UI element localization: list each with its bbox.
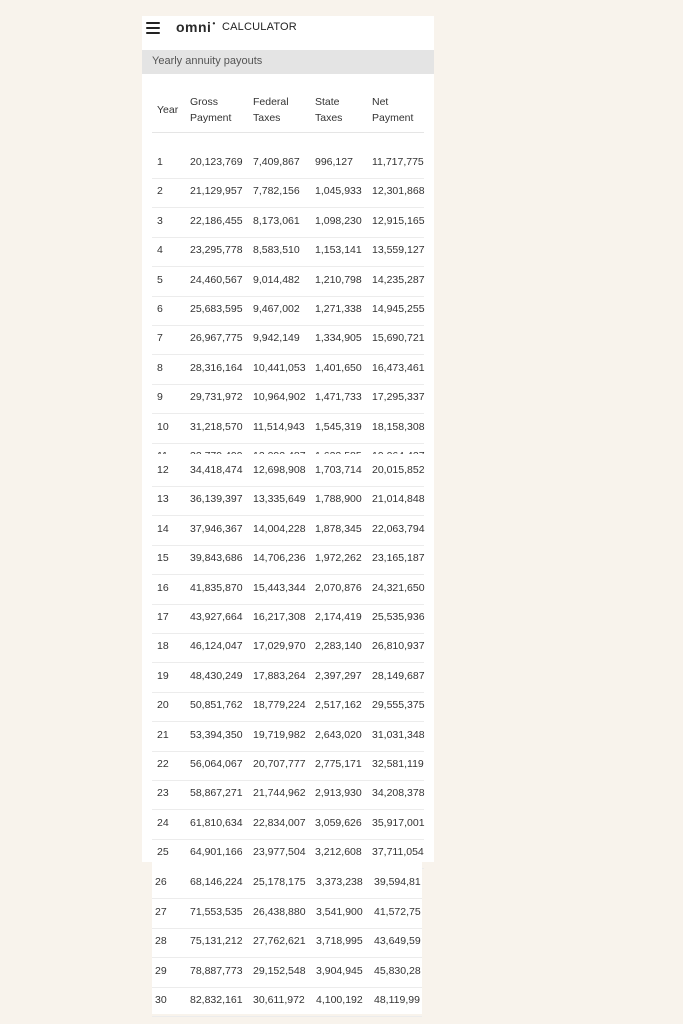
cell-year: 22 [157, 758, 169, 770]
cell-net: 45,830,28 [374, 964, 421, 977]
cell-federal: 13,335,649 [253, 493, 306, 506]
cell-gross: 29,731,972 [190, 391, 243, 404]
row-divider [152, 780, 424, 781]
cell-federal: 26,438,880 [253, 905, 306, 918]
cell-year: 16 [157, 581, 169, 594]
cell-net: 18,158,308 [372, 420, 425, 433]
cell-state: 3,541,900 [316, 905, 363, 918]
cell-state: 2,643,020 [315, 728, 362, 741]
cell-state: 3,718,995 [316, 935, 363, 948]
cell-net: 26,810,937 [372, 640, 425, 653]
cell-gross: 24,460,567 [190, 273, 243, 286]
cell-federal: 12,698,908 [253, 464, 306, 476]
cell-state: 3,212,608 [315, 846, 362, 859]
row-divider [152, 839, 424, 840]
cell-gross: 78,887,773 [190, 964, 243, 977]
cell-net: 20,015,852 [372, 464, 425, 476]
cell-federal: 8,583,510 [253, 244, 300, 257]
cell-state: 1,153,141 [315, 244, 362, 257]
cell-state: 2,397,297 [315, 669, 362, 682]
cell-state: 2,283,140 [315, 640, 362, 653]
cell-federal: 9,014,482 [253, 273, 300, 286]
cell-federal: 21,744,962 [253, 787, 306, 800]
cell-state: 2,517,162 [315, 699, 362, 712]
row-divider [152, 1016, 422, 1017]
cell-gross: 36,139,397 [190, 493, 243, 506]
row-divider [152, 633, 424, 634]
row-divider [152, 751, 424, 752]
hamburger-menu-icon[interactable] [146, 22, 160, 33]
cell-gross: 41,835,870 [190, 581, 243, 594]
row-divider [152, 957, 422, 958]
header-net-line1: Net [372, 96, 389, 108]
cell-federal: 10,441,053 [253, 361, 306, 374]
cell-state: 2,070,876 [315, 581, 362, 594]
row-divider [152, 987, 422, 988]
cell-federal: 23,977,504 [253, 846, 306, 859]
cell-year: 26 [155, 876, 167, 888]
cell-gross: 64,901,166 [190, 846, 243, 859]
cell-net: 37,711,054 [372, 846, 424, 859]
header-year: Year [157, 104, 179, 116]
cell-net: 32,581,119 [372, 758, 424, 770]
cell-gross: 50,851,762 [190, 699, 243, 712]
cell-gross: 56,064,067 [190, 758, 243, 770]
header-net-line2: Payment [372, 112, 414, 124]
cell-state: 1,401,650 [315, 361, 362, 374]
cell-year: 3 [157, 214, 163, 227]
cell-state: 1,210,798 [315, 273, 362, 286]
cell-federal: 17,029,970 [253, 640, 306, 653]
cell-net: 14,945,255 [372, 303, 425, 315]
cell-gross: 75,131,212 [190, 935, 243, 948]
cell-gross: 28,316,164 [190, 361, 243, 374]
cell-net: 11,717,775 [372, 156, 424, 168]
row-divider [152, 237, 424, 238]
cell-year: 29 [155, 964, 167, 977]
cell-year: 8 [157, 361, 163, 374]
cell-net: 21,014,848 [372, 493, 425, 506]
cell-year: 1 [157, 156, 163, 168]
cell-state: 1,703,714 [315, 464, 362, 476]
calculator-panel-bottom [152, 862, 422, 1014]
row-divider [152, 604, 424, 605]
cell-federal: 10,964,902 [253, 391, 306, 404]
cell-net: 12,915,165 [372, 214, 425, 227]
cell-year: 25 [157, 846, 169, 859]
cell-gross: 61,810,634 [190, 816, 243, 829]
cell-federal: 7,409,867 [253, 156, 300, 168]
cell-net: 31,031,348 [372, 728, 425, 741]
cell-gross: 21,129,957 [190, 185, 243, 198]
cell-state: 3,373,238 [316, 876, 363, 888]
header-federal-line2: Taxes [253, 112, 281, 124]
cell-state: 1,045,933 [315, 185, 362, 198]
header-state-line2: Taxes [315, 112, 343, 124]
cell-year: 4 [157, 244, 163, 257]
cell-state: 1,878,345 [315, 522, 362, 535]
row-divider [152, 574, 424, 575]
cell-year: 15 [157, 552, 169, 565]
cell-federal: 18,779,224 [253, 699, 306, 712]
cell-gross: 37,946,367 [190, 522, 243, 535]
row-divider [152, 384, 424, 385]
cell-gross: 34,418,474 [190, 464, 243, 476]
row-divider [152, 898, 422, 899]
cell-net: 16,473,461 [372, 361, 425, 374]
cell-net: 43,649,59 [374, 935, 421, 948]
cell-year: 10 [157, 420, 169, 433]
cell-net: 29,555,375 [372, 699, 425, 712]
cell-state: 1,334,905 [315, 332, 362, 345]
cell-year: 20 [157, 699, 169, 712]
cell-state: 1,972,262 [315, 552, 362, 565]
section-header [142, 50, 434, 74]
cell-year: 18 [157, 640, 169, 653]
app-header [142, 16, 434, 50]
row-divider [152, 443, 424, 444]
cell-state: 4,100,192 [316, 994, 363, 1007]
cell-federal: 16,217,308 [253, 611, 306, 623]
cell-federal: 7,782,156 [253, 185, 300, 198]
row-divider [152, 207, 424, 208]
row-divider [152, 721, 424, 722]
cell-state: 1,545,319 [315, 420, 362, 433]
row-divider [152, 413, 424, 414]
omni-logo[interactable] [176, 19, 216, 35]
cell-federal: 25,178,175 [253, 876, 306, 888]
cell-federal: 14,706,236 [253, 552, 306, 565]
cell-net: 22,063,794 [372, 522, 425, 535]
row-divider [152, 266, 424, 267]
cell-state: 2,775,171 [315, 758, 362, 770]
cell-federal: 17,883,264 [253, 669, 306, 682]
cell-net: 35,917,001 [372, 816, 425, 829]
row-divider [152, 178, 424, 179]
cell-year: 27 [155, 905, 167, 918]
cell-net: 12,301,868 [372, 185, 425, 198]
cell-year: 14 [157, 522, 169, 535]
cell-net: 17,295,337 [372, 391, 425, 404]
cell-gross: 71,553,535 [190, 905, 243, 918]
cell-state: 2,174,419 [315, 611, 362, 623]
logo-mark: • [212, 19, 216, 28]
cell-net: 13,559,127 [372, 244, 425, 257]
logo-text: omni [176, 19, 212, 35]
cell-year: 13 [157, 493, 169, 506]
cell-year: 28 [155, 935, 167, 948]
cell-state: 996,127 [315, 156, 353, 168]
cell-federal: 20,707,777 [253, 758, 306, 770]
cell-gross: 43,927,664 [190, 611, 243, 623]
row-divider [152, 486, 424, 487]
cell-federal: 11,514,943 [253, 420, 305, 433]
cell-federal: 8,173,061 [253, 214, 300, 227]
header-gross-line1: Gross [190, 96, 219, 108]
cell-year: 30 [155, 994, 167, 1007]
cell-gross: 53,394,350 [190, 728, 243, 741]
cell-federal: 9,942,149 [253, 332, 300, 345]
cell-state: 1,098,230 [315, 214, 362, 227]
cell-gross: 58,867,271 [190, 787, 243, 800]
header-federal-line1: Federal [253, 96, 289, 108]
row-divider [152, 325, 424, 326]
row-divider [152, 515, 424, 516]
cell-net: 25,535,936 [372, 611, 425, 623]
section-title: Yearly annuity payouts [152, 55, 263, 67]
row-divider [152, 296, 424, 297]
cell-federal: 19,719,982 [253, 728, 306, 741]
cell-year: 2 [157, 185, 163, 198]
row-divider [152, 545, 424, 546]
cell-year: 17 [157, 611, 169, 623]
row-divider [152, 809, 424, 810]
cell-year: 19 [157, 669, 169, 682]
cell-state: 1,471,733 [315, 391, 362, 404]
cell-state: 1,788,900 [315, 493, 362, 506]
cell-net: 39,594,81 [374, 876, 421, 888]
cell-federal: 30,611,972 [253, 994, 305, 1007]
cell-federal: 9,467,002 [253, 303, 300, 315]
cell-gross: 23,295,778 [190, 244, 243, 257]
cell-net: 23,165,187 [372, 552, 425, 565]
cell-federal: 22,834,007 [253, 816, 306, 829]
cell-state: 2,913,930 [315, 787, 362, 800]
cell-net: 14,235,287 [372, 273, 425, 286]
cell-state: 3,904,945 [316, 964, 363, 977]
cell-year: 23 [157, 787, 169, 800]
cell-year: 21 [157, 728, 169, 741]
header-divider [152, 132, 424, 133]
cell-gross: 39,843,686 [190, 552, 243, 565]
cell-net: 48,119,99 [374, 994, 420, 1007]
cell-net: 24,321,650 [372, 581, 425, 594]
row-divider [152, 662, 424, 663]
cell-federal: 15,443,344 [253, 581, 306, 594]
cell-net: 28,149,687 [372, 669, 425, 682]
cell-federal: 29,152,548 [253, 964, 306, 977]
cell-year: 5 [157, 273, 163, 286]
cell-gross: 48,430,249 [190, 669, 243, 682]
cell-gross: 31,218,570 [190, 420, 243, 433]
cell-federal: 14,004,228 [253, 522, 306, 535]
cell-gross: 20,123,769 [190, 156, 243, 168]
header-state-line1: State [315, 96, 340, 108]
cell-year: 6 [157, 303, 163, 315]
cell-state: 1,271,338 [315, 303, 362, 315]
cell-net: 15,690,721 [372, 332, 425, 345]
cell-net: 41,572,75 [374, 905, 421, 918]
cell-gross: 22,186,455 [190, 214, 243, 227]
cell-year: 24 [157, 816, 169, 829]
logo-suffix: CALCULATOR [222, 21, 297, 33]
cell-gross: 26,967,775 [190, 332, 243, 345]
row-divider [152, 354, 424, 355]
calculator-panel-top [142, 16, 434, 454]
cell-federal: 27,762,621 [253, 935, 306, 948]
calculator-panel-middle [142, 454, 434, 862]
row-divider [152, 928, 422, 929]
cell-gross: 68,146,224 [190, 876, 243, 888]
cell-year: 9 [157, 391, 163, 404]
cell-gross: 25,683,595 [190, 303, 243, 315]
cell-gross: 82,832,161 [190, 994, 243, 1007]
cell-net: 34,208,378 [372, 787, 425, 800]
cell-gross: 46,124,047 [190, 640, 243, 653]
cell-year: 7 [157, 332, 163, 345]
row-divider [152, 692, 424, 693]
header-gross-line2: Payment [190, 112, 232, 124]
cell-year: 12 [157, 464, 169, 476]
cell-state: 3,059,626 [315, 816, 362, 829]
